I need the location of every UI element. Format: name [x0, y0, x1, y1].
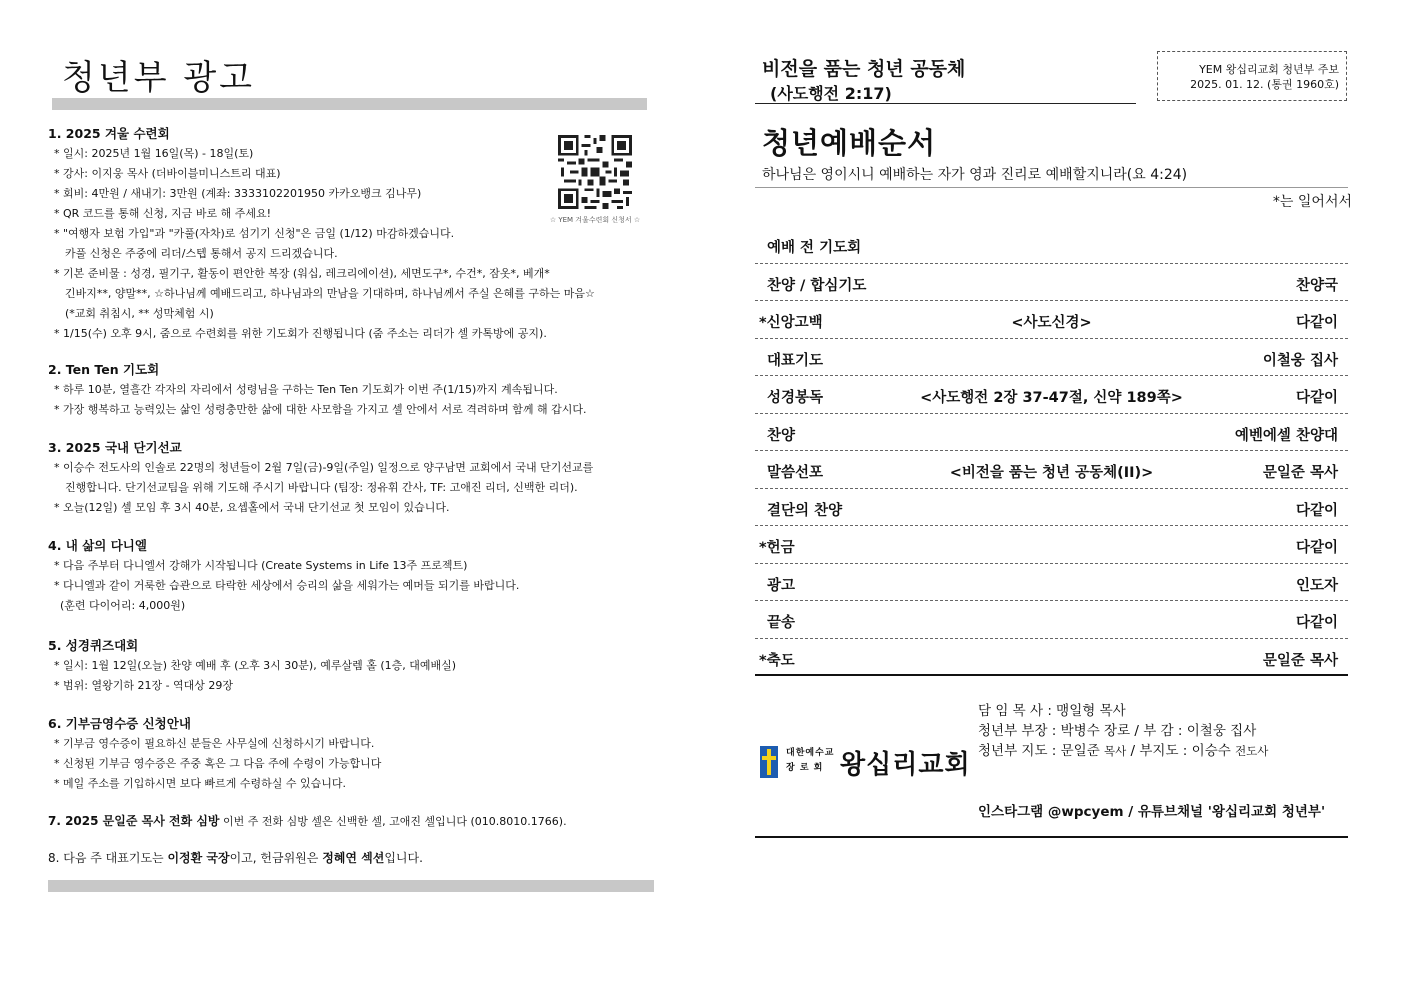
- next-week-text: 입니다.: [384, 851, 423, 865]
- staff-name: / 부지도 : 이승수: [1126, 743, 1236, 759]
- logo-church-name: 왕십리교회: [840, 750, 971, 780]
- list-item: 진행합니다. 단기선교팀을 위해 기도해 주시기 바랍니다 (팀장: 정유휘 간사, TF: 고애진 리더, 신백한 리더).: [65, 481, 578, 494]
- bulletin-name: YEM 왕십리교회 청년부 주보: [1199, 63, 1339, 76]
- staff-title: 전도사: [1235, 744, 1269, 758]
- staff-line-youth-pastors: [978, 741, 1268, 761]
- order-content: <사도신경>: [1011, 315, 1092, 331]
- order-leader: 다같이: [1295, 615, 1338, 631]
- social-media-info: 인스타그램 @wpcyem / 유튜브채널 '왕십리교회 청년부': [978, 804, 1326, 820]
- section-phone-visit: [48, 811, 658, 832]
- order-row: [755, 489, 1348, 527]
- list-item: * QR 코드를 통해 신청, 지금 바로 해 주세요!: [54, 207, 272, 220]
- list-item: * 신청된 기부금 영수증은 주중 혹은 그 다음 주에 수령이 가능합니다: [54, 757, 382, 770]
- section-next-week: [48, 848, 658, 868]
- list-item: (*교회 취침시, ** 성막체험 시): [65, 307, 214, 320]
- section-heading: 5. 성경퀴즈대회: [48, 638, 139, 653]
- order-row: [755, 376, 1348, 414]
- phone-visit-heading: 7. 2025 문일준 목사 전화 심방: [48, 814, 220, 828]
- list-item: * 1/15(수) 오후 9시, 줌으로 수련회를 위한 기도회가 진행됩니다 (줌 주소는 리더가 셀 카톡방에 공지).: [54, 327, 547, 340]
- list-item: * 하루 10분, 열흘간 각자의 자리에서 성령님을 구하는 Ten Ten 기도회가 이번 주(1/15)까지 계속됩니다.: [54, 383, 558, 396]
- order-item: 말씀선포: [767, 465, 824, 481]
- bulletin-info-box: [1157, 51, 1347, 101]
- section-winter-retreat: [48, 124, 658, 344]
- logo-denomination-line: 장 로 회: [786, 763, 824, 773]
- order-content: <사도행전 2장 37-47절, 신약 189쪽>: [920, 390, 1183, 406]
- next-prayer-leader: 이정환 국장: [167, 851, 230, 865]
- order-item: 끝송: [767, 615, 796, 631]
- stand-up-note: *는 일어서서: [1272, 194, 1352, 210]
- list-item: (훈련 다이어리: 4,000원): [60, 599, 186, 612]
- list-item: 긴바지**, 양말**, ☆하나님께 예배드리고, 하나님과의 만남을 기대하며, 하나님께서 주실 은혜를 구하는 마음☆: [65, 287, 595, 300]
- list-item: * 다니엘과 같이 거룩한 습관으로 타락한 세상에서 승리의 삶을 세워가는 예머들 되기를 바랍니다.: [54, 579, 520, 592]
- order-item: 광고: [767, 577, 796, 594]
- title-divider-bar: [52, 98, 647, 110]
- order-leader: 다같이: [1295, 315, 1338, 331]
- order-item: 찬양: [767, 427, 796, 444]
- staff-info: [978, 701, 1268, 761]
- next-week-text: 8. 다음 주 대표기도는: [48, 851, 168, 865]
- order-row: [755, 526, 1348, 564]
- order-leader: 문일준 목사: [1262, 465, 1338, 481]
- cross-icon: [760, 746, 778, 778]
- order-item: *신앙고백: [759, 315, 823, 331]
- order-row: [755, 301, 1348, 339]
- order-leader: 다같이: [1295, 502, 1338, 519]
- order-leader: 예벤에셀 찬양대: [1234, 427, 1338, 444]
- order-row: [755, 264, 1348, 302]
- order-row: [755, 226, 1348, 264]
- section-bible-quiz: [48, 636, 658, 696]
- order-item: *헌금: [759, 540, 795, 556]
- bulletin-date: 2025. 01. 12. (통권 1960호): [1190, 78, 1339, 91]
- section-daniel: [48, 536, 658, 616]
- order-row: [755, 601, 1348, 639]
- order-row: [755, 639, 1348, 677]
- logo-denomination: [786, 746, 834, 776]
- list-item: * 메일 주소를 기입하시면 보다 빠르게 수령하실 수 있습니다.: [54, 777, 346, 790]
- section-heading: 3. 2025 국내 단기선교: [48, 440, 182, 455]
- bottom-divider-bar: [48, 880, 654, 892]
- order-leader: 문일준 목사: [1262, 652, 1338, 669]
- next-week-text: 이고, 헌금위원은: [229, 851, 323, 865]
- order-leader: 찬양국: [1295, 277, 1338, 294]
- phone-visit-text: 이번 주 전화 심방 셀은 신백한 셀, 고애진 셀입니다 (010.8010.1766).: [219, 815, 567, 828]
- verse-divider: [755, 187, 1348, 188]
- service-order-title: 청년예배순서: [762, 126, 937, 160]
- order-item: 예배 전 기도회: [767, 240, 862, 256]
- offering-helper: 정혜연 섹션: [322, 851, 385, 865]
- order-item: 성경봉독: [767, 390, 824, 406]
- section-ten-ten-prayer: [48, 360, 658, 420]
- section-donation-receipt: [48, 714, 658, 794]
- order-leader: 이철웅 집사: [1262, 352, 1338, 369]
- list-item: * 기부금 영수증이 필요하신 분들은 사무실에 신청하시기 바랍니다.: [54, 737, 375, 750]
- staff-title: 목사: [1104, 744, 1127, 758]
- worship-order-list: [755, 226, 1348, 676]
- church-logo: [760, 742, 971, 782]
- list-item: * "여행자 보험 가입"과 "카풀(자차)로 섬기기 신청"은 금일 (1/12) 마감하겠습니다.: [54, 227, 455, 240]
- order-content: <비전을 품는 청년 공동체(II)>: [949, 465, 1154, 481]
- order-row: [755, 564, 1348, 602]
- list-item: * 가장 행복하고 능력있는 삶인 성령충만한 삶에 대한 사모함을 가지고 셀 안에서 서로 격려하며 함께 해 갑시다.: [54, 403, 587, 416]
- list-item: * 회비: 4만원 / 새내기: 3만원 (계좌: 3333102201950 카카오뱅크 김나무): [54, 187, 422, 200]
- order-item: 대표기도: [767, 352, 824, 369]
- slogan-underline: [755, 103, 1136, 104]
- scripture-verse: 하나님은 영이시니 예배하는 자가 영과 진리로 예배할지니라(요 4:24): [762, 167, 1188, 183]
- staff-name: 청년부 지도 : 문일준: [978, 743, 1105, 759]
- section-heading: 2. Ten Ten 기도회: [48, 362, 160, 377]
- order-item: 결단의 찬양: [767, 502, 843, 519]
- order-row: [755, 339, 1348, 377]
- qr-caption: ☆ YEM 겨울수련회 신청서 ☆: [549, 216, 641, 224]
- list-item: * 일시: 2025년 1월 16일(목) - 18일(토): [54, 147, 254, 160]
- vision-slogan: 비전을 품는 청년 공동체: [762, 58, 966, 80]
- order-row: [755, 451, 1348, 489]
- list-item: * 기본 준비물 : 성경, 필기구, 활동이 편안한 복장 (워십, 레크리에이션), 세면도구*, 수건*, 잠옷*, 베개*: [54, 267, 550, 280]
- section-heading: 4. 내 삶의 다니엘: [48, 538, 147, 553]
- section-heading: 1. 2025 겨울 수련회: [48, 126, 170, 141]
- order-row: [755, 414, 1348, 452]
- list-item: * 다음 주부터 다니엘서 강해가 시작됩니다 (Create Systems in Life 13주 프로젝트): [54, 559, 468, 572]
- section-domestic-mission: [48, 438, 658, 518]
- slogan-reference: (사도행전 2:17): [770, 84, 892, 103]
- staff-line-senior-pastor: 담 임 목 사 : 맹일형 목사: [978, 703, 1126, 719]
- list-item: * 일시: 1월 12일(오늘) 찬양 예배 후 (오후 3시 30분), 예루살렘 홀 (1층, 대예배실): [54, 659, 457, 672]
- announcements-title: 청년부 광고: [62, 58, 256, 98]
- list-item: * 범위: 열왕기하 21장 - 역대상 29장: [54, 679, 234, 692]
- section-heading: 6. 기부금영수증 신청안내: [48, 716, 191, 731]
- order-item: *축도: [759, 652, 795, 669]
- list-item: * 이승수 전도사의 인솔로 22명의 청년들이 2월 7일(금)-9일(주일) 일정으로 양구남면 교회에서 국내 단기선교를: [54, 461, 594, 474]
- order-leader: 다같이: [1295, 540, 1338, 556]
- list-item: 카풀 신청은 주중에 리더/스텝 통해서 공지 드리겠습니다.: [65, 247, 338, 260]
- order-leader: 인도자: [1295, 577, 1338, 594]
- list-item: * 오늘(12일) 셀 모임 후 3시 40분, 요셉홀에서 국내 단기선교 첫 모임이 있습니다.: [54, 501, 450, 514]
- order-leader: 다같이: [1295, 390, 1338, 406]
- staff-line-elders: 청년부 부장 : 박병수 장로 / 부 감 : 이철웅 집사: [978, 723, 1257, 739]
- logo-denomination-line: 대한예수교: [786, 748, 835, 758]
- bottom-rule: [755, 836, 1348, 838]
- list-item: * 강사: 이지웅 목사 (더바이블미니스트리 대표): [54, 167, 281, 180]
- order-item: 찬양 / 합심기도: [767, 277, 867, 294]
